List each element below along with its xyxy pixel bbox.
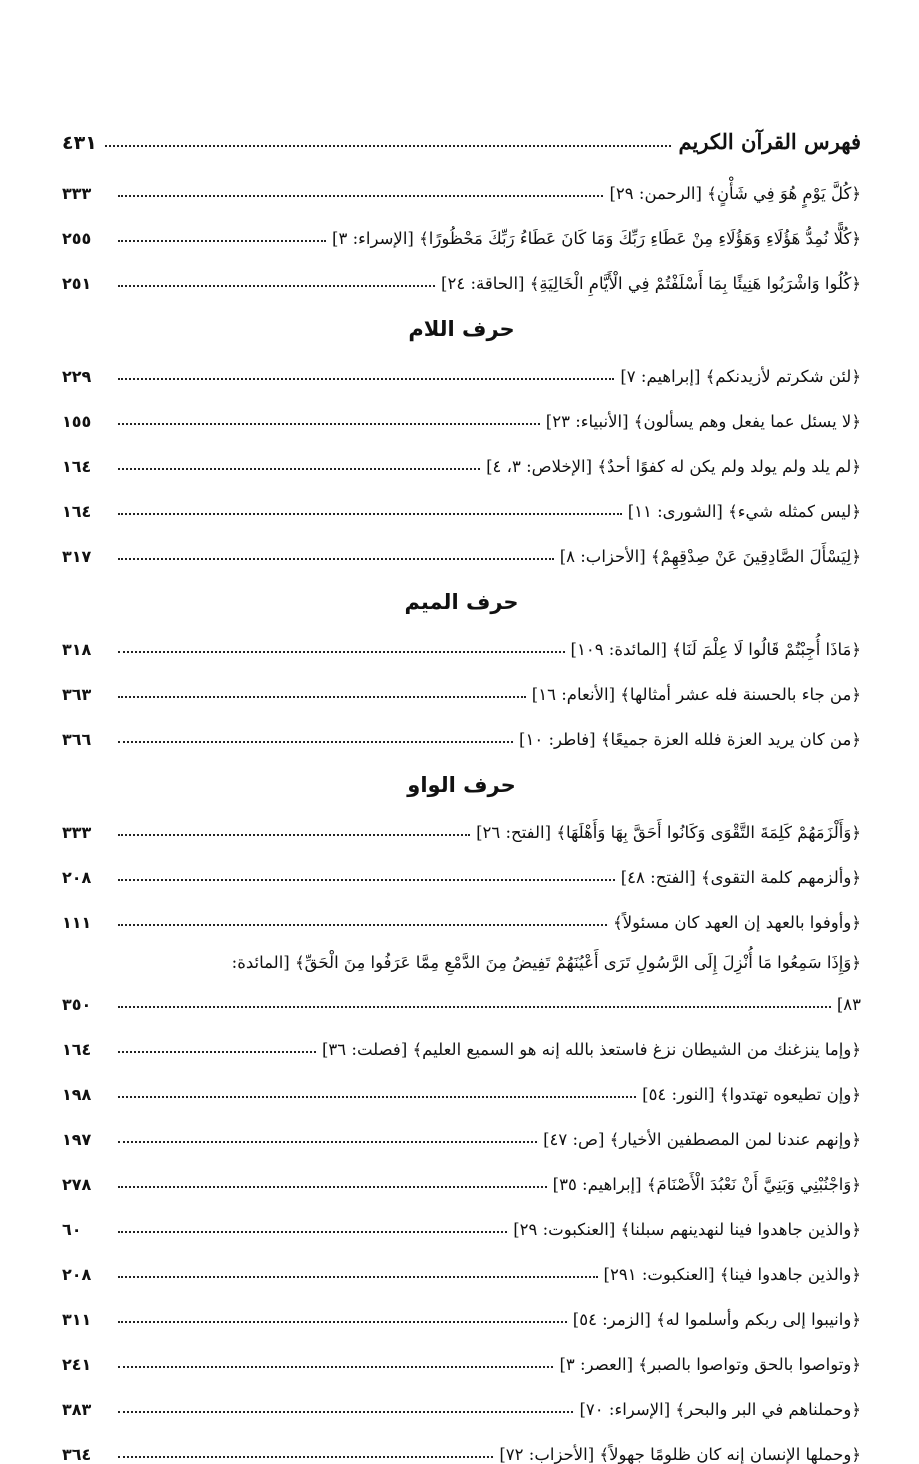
entry-verse: ﴿وحملها الإنسان إنه كان ظلومًا جهولاً﴾ [الأحزاب: ٧٢] — [499, 1445, 861, 1464]
index-entry — [62, 476, 861, 521]
index-entry — [62, 1059, 861, 1104]
entry-page: ٢٥١ — [62, 274, 92, 293]
index-entry — [62, 704, 861, 749]
dot-leader — [118, 468, 480, 470]
page-number: ٤٣١ — [62, 132, 97, 154]
index-entry — [62, 1239, 861, 1284]
entry-verse: ﴿وإنهم عندنا لمن المصطفين الأخيار﴾ [ص: ٤٧] — [543, 1130, 861, 1149]
index-entry — [62, 203, 861, 248]
entry-page: ١٥٥ — [62, 412, 92, 431]
entry-verse: ﴿والذين جاهدوا فينا﴾ [العنكبوت: ٢٩١] — [603, 1265, 861, 1284]
index-entry — [62, 887, 861, 932]
entry-verse: ﴿وإما ينزغنك من الشيطان نزغ فاستعذ بالله إنه هو السميع العليم﴾ [فصلت: ٣٦] — [321, 1040, 861, 1059]
dot-leader — [118, 1231, 507, 1233]
dot-leader — [118, 378, 614, 380]
entry-page: ٢٤١ — [62, 1355, 92, 1374]
entry-page: ٦٠ — [62, 1220, 82, 1239]
index-entry — [62, 431, 861, 476]
entry-verse: ﴿ليس كمثله شيء﴾ [الشورى: ١١] — [627, 502, 861, 521]
dot-leader — [118, 1366, 553, 1368]
index-entry — [62, 248, 861, 293]
section-title: حرف الميم — [404, 590, 519, 614]
entry-verse: ﴿لئن شكرتم لأزيدنكم﴾ [إبراهيم: ٧] — [620, 367, 861, 386]
entry-verse-line2: ٨٣] — [836, 995, 861, 1014]
entry-verse: ﴿وأوفوا بالعهد إن العهد كان مسئولاً﴾ — [613, 913, 861, 932]
index-entry — [62, 1194, 861, 1239]
dot-leader — [118, 285, 435, 287]
entry-verse: ﴿كُلًّا نُمِدُّ هَؤُلَاءِ وَهَؤُلَاءِ مِنْ عَطَاءِ رَبِّكَ وَمَا كَانَ عَطَاءُ رَبِّكَ مَحْظُورًا﴾ [الإسراء: ٣] — [332, 229, 861, 248]
entry-page: ٣٦٣ — [62, 685, 92, 704]
section-title: حرف اللام — [408, 317, 515, 341]
entry-page: ٢٢٩ — [62, 367, 92, 386]
entry-verse: ﴿من جاء بالحسنة فله عشر أمثالها﴾ [الأنعام: ١٦] — [531, 685, 861, 704]
entry-page: ٣١٨ — [62, 640, 92, 659]
section-heading-waw — [62, 749, 861, 797]
index-entry — [62, 614, 861, 659]
dot-leader — [118, 879, 615, 881]
entry-verse: ﴿وانيبوا إلى ربكم وأسلموا له﴾ [الزمر: ٥٤] — [572, 1310, 861, 1329]
index-entry — [62, 521, 861, 566]
dot-leader — [118, 513, 622, 515]
dot-leader — [118, 834, 470, 836]
entry-page: ٢٠٨ — [62, 1265, 92, 1284]
entry-page: ٢٠٨ — [62, 868, 92, 887]
index-entry — [62, 1284, 861, 1329]
index-entry — [62, 1014, 861, 1059]
entry-page: ١٩٨ — [62, 1085, 92, 1104]
section-title: حرف الواو — [407, 773, 516, 797]
index-entry — [62, 659, 861, 704]
dot-leader — [118, 1456, 493, 1458]
index-entry — [62, 386, 861, 431]
entry-verse-line1: ﴿وَإِذَا سَمِعُوا مَا أُنْزِلَ إِلَى الرَّسُولِ تَرَى أَعْيُنَهُمْ تَفِيضُ مِنَ الدَّمْعِ مِمَّا عَرَفُوا مِنَ الْحَقِّ﴾ [المائدة: — [231, 953, 861, 972]
index-entry — [62, 797, 861, 842]
entry-page: ٣٣٣ — [62, 823, 92, 842]
dot-leader — [118, 423, 540, 425]
entry-page: ١٦٤ — [62, 457, 92, 476]
entry-verse: ﴿مَاذَا أُجِبْتُمْ قَالُوا لَا عِلْمَ لَنَا﴾ [المائدة: ١٠٩] — [570, 640, 861, 659]
index-entry — [62, 1374, 861, 1419]
entry-verse: ﴿وَأَلْزَمَهُمْ كَلِمَةَ التَّقْوَى وَكَانُوا أَحَقَّ بِهَا وَأَهْلَهَا﴾ [الفتح: ٢٦] — [476, 823, 861, 842]
dot-leader — [118, 1321, 567, 1323]
index-entry — [62, 341, 861, 386]
dot-leader — [118, 741, 513, 743]
dot-leader — [118, 1051, 316, 1053]
entry-verse: ﴿وحملناهم في البر والبحر﴾ [الإسراء: ٧٠] — [579, 1400, 861, 1419]
entry-page: ٢٧٨ — [62, 1175, 92, 1194]
entry-verse: ﴿لم يلد ولم يولد ولم يكن له كفوًا أحدٌ﴾ [الإخلاص: ٣، ٤] — [486, 457, 861, 476]
entry-verse: ﴿لا يسئل عما يفعل وهم يسألون﴾ [الأنبياء: ٢٣] — [545, 412, 861, 431]
index-entry — [62, 1149, 861, 1194]
dot-leader — [118, 1096, 636, 1098]
dot-leader — [118, 1186, 547, 1188]
entry-page: ٣٨٣ — [62, 1400, 92, 1419]
page-title: فهرس القرآن الكريم — [678, 129, 861, 154]
entry-page: ٣١٧ — [62, 547, 92, 566]
index-entry — [62, 842, 861, 887]
entry-verse: ﴿وإن تطيعوه تهتدوا﴾ [النور: ٥٤] — [642, 1085, 861, 1104]
index-entry — [62, 158, 861, 203]
entry-verse: ﴿كُلَّ يَوْمٍ هُوَ فِي شَأْنٍ﴾ [الرحمن: ٢٩] — [609, 184, 861, 203]
dot-leader — [118, 1141, 537, 1143]
entry-page: ٣٣٣ — [62, 184, 92, 203]
index-entry — [62, 1419, 861, 1464]
dot-leader — [105, 145, 671, 147]
section-heading-lam — [62, 293, 861, 341]
entry-page: ١٦٤ — [62, 502, 92, 521]
entry-page: ١١١ — [62, 913, 92, 932]
entry-verse: ﴿وتواصوا بالحق وتواصوا بالصبر﴾ [العصر: ٣] — [559, 1355, 861, 1374]
entry-verse: ﴿كُلُوا وَاشْرَبُوا هَنِيئًا بِمَا أَسْلَفْتُمْ فِي الْأَيَّامِ الْخَالِيَةِ﴾ [الحاقة: ٢٤] — [441, 274, 861, 293]
entry-page: ١٦٤ — [62, 1040, 92, 1059]
index-list — [62, 158, 861, 1464]
index-entry — [62, 1329, 861, 1374]
entry-page: ٣٦٦ — [62, 730, 92, 749]
dot-leader — [118, 1276, 598, 1278]
entry-page: ٣٥٠ — [62, 995, 92, 1014]
entry-verse-line2-row — [62, 972, 861, 1014]
dot-leader — [118, 240, 326, 242]
dot-leader — [118, 924, 607, 926]
index-entry-wrapped — [62, 932, 861, 1014]
entry-verse: ﴿من كان يريد العزة فلله العزة جميعًا﴾ [فاطر: ١٠] — [519, 730, 861, 749]
entry-verse: ﴿لِيَسْأَلَ الصَّادِقِينَ عَنْ صِدْقِهِمْ﴾ [الأحزاب: ٨] — [559, 547, 861, 566]
entry-verse: ﴿وألزمهم كلمة التقوى﴾ [الفتح: ٤٨] — [620, 868, 861, 887]
page-header — [62, 122, 861, 154]
section-heading-mim — [62, 566, 861, 614]
dot-leader — [118, 558, 554, 560]
entry-page: ٣٦٤ — [62, 1445, 92, 1464]
entry-page: ٢٥٥ — [62, 229, 92, 248]
dot-leader — [118, 195, 603, 197]
dot-leader — [118, 1006, 831, 1008]
entry-page: ٣١١ — [62, 1310, 92, 1329]
dot-leader — [118, 696, 526, 698]
entry-verse: ﴿وَاجْنُبْنِي وَبَنِيَّ أَنْ نَعْبُدَ الْأَصْنَامَ﴾ [إبراهيم: ٣٥] — [552, 1175, 861, 1194]
entry-page: ١٩٧ — [62, 1130, 92, 1149]
dot-leader — [118, 651, 565, 653]
entry-verse: ﴿والذين جاهدوا فينا لنهدينهم سبلنا﴾ [العنكبوت: ٢٩] — [513, 1220, 861, 1239]
dot-leader — [118, 1411, 573, 1413]
index-entry — [62, 1104, 861, 1149]
